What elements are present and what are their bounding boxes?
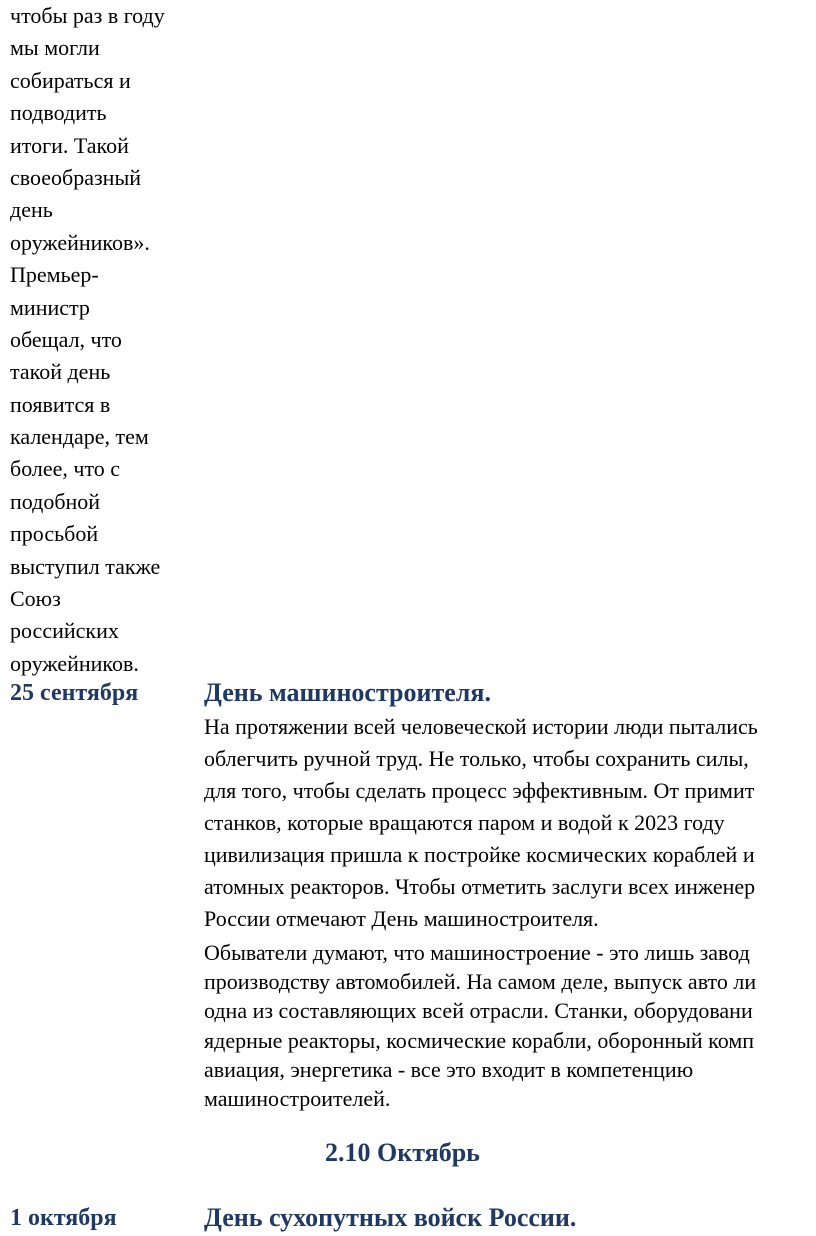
text-line: день bbox=[10, 197, 53, 223]
section-heading: 2.10 Октябрь bbox=[325, 1138, 480, 1167]
text-line: Обыватели думают, что машиностроение - это лишь завод bbox=[204, 940, 750, 965]
text-line: календаре, тем bbox=[10, 424, 149, 450]
event-title-ground-forces: День сухопутных войск России. bbox=[204, 1203, 577, 1232]
event-date-ground-forces: 1 октября bbox=[10, 1205, 117, 1231]
text-line: появится в bbox=[10, 391, 111, 417]
text-line: атомных реакторов. Чтобы отметить заслуги всех инженер bbox=[204, 874, 756, 899]
event-date-machine-builder: 25 сентября bbox=[10, 680, 139, 706]
text-line: России отмечают День машиностроителя. bbox=[204, 906, 599, 931]
text-line: мы могли bbox=[10, 35, 100, 61]
text-line: собираться и bbox=[10, 67, 131, 93]
text-line: производству автомобилей. На самом деле, выпуск авто ли bbox=[204, 969, 757, 995]
text-line: Союз bbox=[10, 586, 61, 612]
narrow-column-text bbox=[10, 0, 190, 680]
text-line: итоги. Такой bbox=[10, 132, 129, 158]
text-line: чтобы раз в году bbox=[10, 3, 165, 28]
event-title-machine-builder: День машиностроителя. bbox=[204, 678, 491, 707]
text-line: станков, которые вращаются паром и водой к 2023 году bbox=[204, 810, 725, 835]
text-line: авиация, энергетика - все это входит в компетенцию bbox=[204, 1056, 694, 1082]
paragraph-1 bbox=[204, 711, 816, 935]
text-line: подобной bbox=[10, 488, 101, 514]
text-line: На протяжении всей человеческой истории люди пытались bbox=[204, 714, 758, 739]
text-line: выступил также bbox=[10, 553, 161, 579]
text-line: цивилизация пришла к постройке космических кораблей и bbox=[204, 842, 755, 867]
text-line: оружейников. bbox=[10, 650, 139, 676]
text-line: для того, чтобы сделать процесс эффективным. От примит bbox=[204, 778, 755, 803]
text-line: своеобразный bbox=[10, 164, 142, 190]
text-line: машиностроителей. bbox=[204, 1085, 391, 1111]
text-line: подводить bbox=[10, 100, 107, 126]
text-line: такой день bbox=[10, 359, 111, 385]
text-line: более, что с bbox=[10, 456, 121, 482]
text-line: министр bbox=[10, 294, 90, 320]
text-line: просьбой bbox=[10, 521, 99, 547]
text-line: российских bbox=[10, 618, 119, 644]
paragraph-2 bbox=[204, 938, 816, 1113]
text-line: обещал, что bbox=[10, 326, 122, 352]
text-line: облегчить ручной труд. Не только, чтобы сохранить силы, bbox=[204, 746, 749, 771]
text-line: ядерные реакторы, космические корабли, оборонный комп bbox=[204, 1027, 755, 1053]
text-line: одна из составляющих всей отрасли. Станки, оборудовани bbox=[204, 998, 753, 1024]
text-line: Премьер- bbox=[10, 262, 99, 288]
text-line: оружейников». bbox=[10, 229, 150, 255]
